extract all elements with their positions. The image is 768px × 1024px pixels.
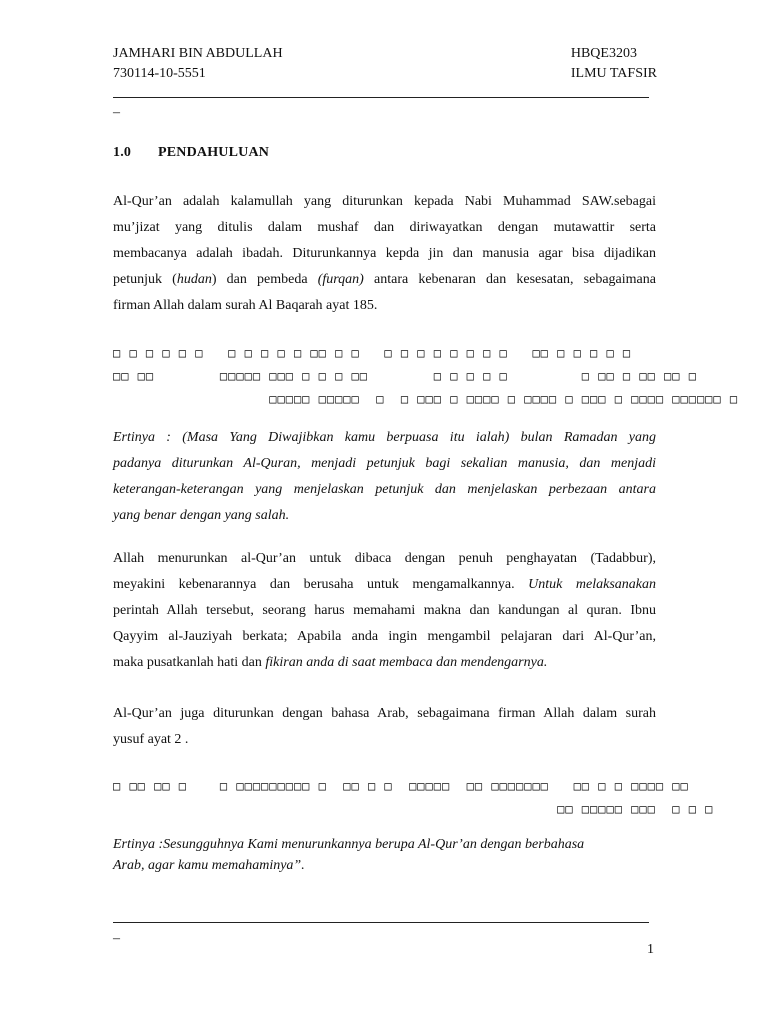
translation-baqarah [113, 425, 656, 529]
section-title: PENDAHULUAN [158, 145, 270, 160]
text-line: mu’jizat yang ditulis dalam mushaf dan diriwayatkan dengan mutawattir serta [113, 220, 656, 235]
intro-paragraph [113, 189, 656, 319]
text-line: Ertinya : (Masa Yang Diwajibkan kamu berpuasa itu ialah) bulan Ramadan yang [113, 430, 656, 445]
text-line: firman Allah dalam surah Al Baqarah ayat 185. [113, 298, 378, 313]
text-line: Al-Qur’an adalah kalamullah yang diturunkan kepada Nabi Muhammad SAW.sebagai [113, 194, 656, 209]
header-left [113, 44, 283, 84]
text-line: membacanya adalah ibadah. Diturunkannya kepda jin dan manusia agar bisa dijadikan [113, 246, 656, 261]
student-id: 730114-10-5551 [113, 66, 206, 81]
text-span: antara kebenaran dan kesesatan, sebagaimana [363, 272, 656, 287]
text-span: maka pusatkanlah hati dan [113, 655, 266, 670]
arabic-line: □□□□□ □□□□□ □ □ □□□ □ □□□□ □ □□□□ □ □□□ □ □□□□ □□□□□□ □ [113, 392, 739, 406]
header-right [571, 44, 657, 84]
footer-dash: – [113, 931, 120, 946]
hudan-term: hudan [176, 272, 212, 287]
section-heading [113, 145, 269, 161]
course-name: ILMU TAFSIR [570, 66, 657, 81]
author-name: JAMHARI BIN ABDULLAH [113, 46, 283, 61]
text-span: petunjuk ( [113, 272, 177, 287]
arabic-verse-yusuf [113, 775, 714, 821]
arabic-verse-baqarah [113, 342, 739, 411]
text-span: ) dan pembeda [211, 272, 318, 287]
text-line: padanya diturunkan Al-Quran, menjadi petunjuk bagi sekalian manusia, dan menjadi [113, 456, 656, 471]
text-line: keterangan-keterangan yang menjelaskan petunjuk dan menjelaskan perbezaan antara [113, 482, 656, 497]
header-dash: – [113, 105, 120, 120]
text-span: meyakini kebenarannya dan berusaha untuk mengamalkannya. [113, 577, 529, 592]
text-line: Ertinya :Sesungguhnya Kami menurunkannya berupa Al-Qur’an dengan berbahasa [113, 837, 585, 852]
arabic-line: □ □ □ □ □ □ □ □ □ □ □ □□ □ □ □ □ □ □ □ □ □ □ □□ □ □ □ □ □ [113, 346, 632, 360]
text-line: Al-Qur’an juga diturunkan dengan bahasa Arab, sebagaimana firman Allah dalam surah [113, 706, 656, 721]
arabic-line: □□ □□ □□□□□ □□□ □ □ □ □□ □ □ □ □ □ □ □□ □ □□ □□ □ [113, 369, 697, 383]
text-line: Arab, agar kamu memahaminya”. [113, 858, 305, 873]
text-line: perintah Allah tersebut, seorang harus memahami makna dan kandungan al quran. Ibnu [113, 603, 656, 618]
text-line: yang benar dengan yang salah. [113, 508, 290, 523]
translation-yusuf [113, 834, 656, 876]
page-number: 1 [647, 942, 654, 957]
text-line: Qayyim al-Jauziyah berkata; Apabila anda ingin mengambil pelajaran dari Al-Qur’an, [113, 629, 656, 644]
text-line [113, 650, 656, 676]
text-line: Allah menurunkan al-Qur’an untuk dibaca dengan penuh penghayatan (Tadabbur), [113, 551, 656, 566]
course-code: HBQE3203 [570, 46, 637, 61]
arabic-language-paragraph [113, 701, 656, 753]
footer-rule [113, 922, 649, 923]
tadabbur-paragraph [113, 546, 656, 676]
italic-span: Untuk melaksanakan [528, 577, 656, 592]
arabic-line: □ □□ □□ □ □ □□□□□□□□□ □ □□ □ □ □□□□□ □□ □□□□□□□ □□ □ □ □□□□ □□ [113, 779, 689, 793]
header-rule [113, 97, 649, 98]
arabic-line: □□ □□□□□ □□□ □ □ □ [113, 802, 714, 816]
text-line [113, 572, 656, 598]
italic-span: fikiran anda di saat membaca dan mendengarnya. [265, 655, 548, 670]
furqan-term: (furqan) [317, 272, 364, 287]
section-number: 1.0 [113, 145, 132, 160]
text-line [113, 267, 656, 293]
text-line: yusuf ayat 2 . [113, 732, 189, 747]
